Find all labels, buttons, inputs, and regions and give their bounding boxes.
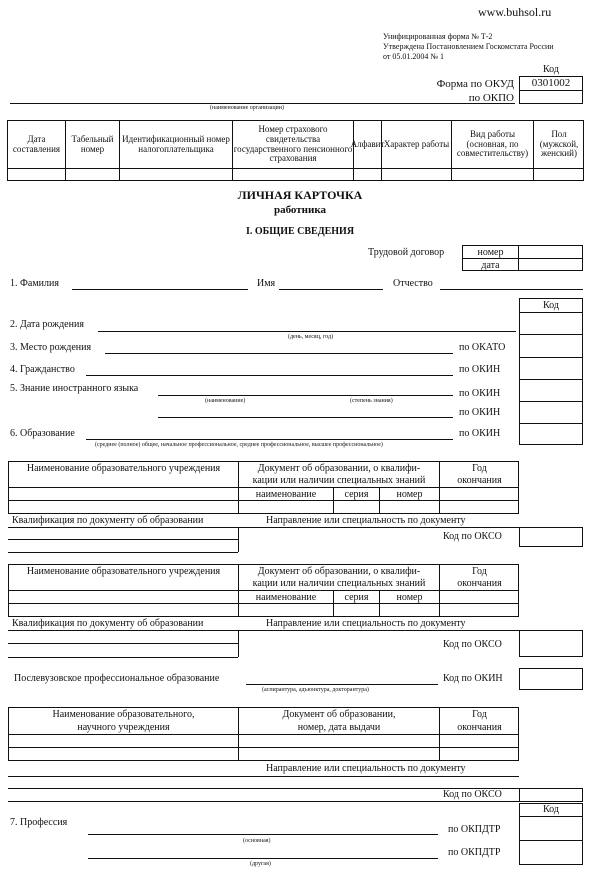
edu1-doc-series: серия: [344, 489, 369, 500]
education-label: 6. Образование: [10, 428, 75, 439]
patronymic-label: Отчество: [393, 278, 433, 289]
edu2-okso-label: Код по ОКСО: [443, 639, 502, 650]
edu1-document-header-1: Документ об образовании, о квалифи-: [257, 462, 421, 474]
postgrad-caption: (аспирантура, адъюнктура, докторантура): [262, 687, 369, 693]
pg-specialty-label: Направление или специальность по документу: [266, 763, 466, 774]
okpo-label: по ОКПО: [468, 92, 514, 104]
card-title: ЛИЧНАЯ КАРТОЧКА: [237, 188, 363, 203]
edu1-okso-label: Код по ОКСО: [443, 531, 502, 542]
edu2-qualification-field[interactable]: [8, 643, 238, 644]
kod-header: Код: [543, 63, 559, 75]
approved-line-1: Утверждена Постановлением Госкомстата России: [383, 42, 554, 51]
edu2-okso-box[interactable]: [519, 630, 583, 657]
citizenship-field[interactable]: [86, 375, 453, 376]
edu1-institution-header: Наименование образовательного учреждения: [26, 462, 221, 474]
col-tab-number: Табельный номер: [71, 133, 114, 154]
name-field[interactable]: [279, 289, 383, 290]
edu1-document-header-2: кации или наличии специальных знаний: [252, 474, 426, 486]
education-caption: (среднее (полное) общее, начальное профессиональное, среднее профессиональное, высшее профессиональное): [95, 442, 383, 448]
col-sex: Пол (мужской, женский): [539, 128, 579, 159]
profession-main-field[interactable]: [88, 834, 438, 835]
pg-year-header-1: Год: [472, 709, 487, 720]
edu2-institution-header: Наименование образовательного учреждения: [26, 565, 221, 577]
language-name-caption: (наименование): [205, 398, 246, 404]
contract-label: Трудовой договор: [368, 247, 445, 258]
col-inn: Идентификационный номер налогоплательщика: [122, 133, 230, 154]
edu1-doc-number: номер: [396, 489, 423, 500]
website-url: www.buhsol.ru: [478, 5, 552, 19]
language-label: 5. Знание иностранного языка: [10, 383, 139, 394]
contract-number-label: номер: [477, 246, 504, 258]
edu1-year-header-1: Год: [472, 462, 487, 474]
col-snils: Номер страхового свидетельства государственного пенсионного страхования: [233, 123, 353, 164]
org-name-line[interactable]: [10, 103, 515, 104]
edu2-year-header-2: окончания: [457, 577, 502, 589]
card-subtitle: работника: [273, 204, 327, 217]
profession-label: 7. Профессия: [10, 817, 68, 828]
edu1-qualification-field[interactable]: [8, 539, 238, 540]
language-field[interactable]: [158, 395, 453, 396]
patronymic-field[interactable]: [440, 289, 583, 290]
col-date: Дата составления: [12, 133, 61, 154]
okud-value[interactable]: 0301002: [531, 76, 571, 89]
postgrad-field[interactable]: [246, 684, 438, 685]
section-title: I. ОБЩИЕ СВЕДЕНИЯ: [245, 226, 355, 237]
birth-place-label: 3. Место рождения: [10, 342, 92, 353]
okpdtr-label-2: по ОКПДТР: [448, 847, 501, 858]
okin-label-3: по ОКИН: [459, 407, 501, 418]
profession-main-caption: (основная): [243, 838, 271, 844]
unified-form-line: Унифицированная форма № Т-2: [383, 32, 493, 41]
edu2-qualification-label: Квалификация по документу об образовании: [12, 618, 204, 629]
surname-label: 1. Фамилия: [10, 278, 59, 289]
profession-other-field[interactable]: [88, 858, 438, 859]
col-alphabet: Алфавит: [350, 138, 385, 149]
approved-line-2: от 05.01.2004 № 1: [383, 52, 445, 61]
language-field-2[interactable]: [158, 417, 453, 418]
postgrad-okin-label: Код по ОКИН: [443, 673, 503, 684]
col-work-type: Вид работы (основная, по совместительству): [456, 128, 529, 159]
pg-data-row-1[interactable]: [8, 734, 519, 748]
edu1-year-header-2: окончания: [457, 474, 502, 486]
birth-place-field[interactable]: [105, 353, 453, 354]
edu1-data-row[interactable]: [8, 500, 519, 514]
pg-institution-header-1: Наименование образовательного,: [52, 709, 195, 720]
birth-date-field[interactable]: [98, 331, 516, 332]
contract-date-label: дата: [481, 259, 500, 271]
okin-label-4: по ОКИН: [459, 428, 501, 439]
surname-field[interactable]: [72, 289, 248, 290]
pg-document-header-2: номер, дата выдачи: [297, 722, 381, 733]
name-label: Имя: [257, 278, 276, 289]
pg-okso-box[interactable]: [519, 788, 583, 802]
postgrad-label: Послевузовское профессиональное образование: [14, 673, 220, 684]
edu2-specialty-label: Направление или специальность по документу: [266, 618, 466, 629]
language-level-caption: (степень знания): [350, 398, 393, 404]
kod-column-header: Код: [543, 299, 559, 311]
pg-data-row-2[interactable]: [8, 747, 519, 761]
postgrad-okin-box[interactable]: [519, 668, 583, 690]
edu1-qualification-label: Квалификация по документу об образовании: [12, 515, 204, 526]
birth-date-caption: (день, месяц, год): [288, 334, 334, 340]
profession-other-caption: (другая): [250, 861, 271, 867]
pg-okso-label: Код по ОКСО: [443, 789, 502, 800]
col-work-character: Характер работы: [383, 138, 450, 149]
pg-document-header-1: Документ об образовании,: [282, 709, 396, 720]
edu1-specialty-label: Направление или специальность по документу: [266, 515, 466, 526]
contract-number-value[interactable]: [519, 246, 582, 258]
okin-label-1: по ОКИН: [459, 364, 501, 375]
edu2-document-header-2: кации или наличии специальных знаний: [252, 577, 426, 589]
okud-label: Форма по ОКУД: [436, 78, 514, 90]
contract-date-value[interactable]: [519, 259, 582, 271]
pg-institution-header-2: научного учреждения: [77, 722, 170, 733]
okato-label: по ОКАТО: [459, 342, 506, 353]
edu2-doc-number: номер: [396, 592, 423, 603]
pg-year-header-2: окончания: [457, 722, 502, 733]
edu2-year-header-1: Год: [472, 565, 487, 577]
okpo-value[interactable]: [519, 90, 583, 104]
education-field[interactable]: [86, 439, 453, 440]
edu1-doc-name: наименование: [255, 489, 317, 500]
profession-kod-box: [519, 803, 583, 865]
okin-label-2: по ОКИН: [459, 388, 501, 399]
okpdtr-label-1: по ОКПДТР: [448, 824, 501, 835]
org-caption: (наименование организации): [210, 105, 284, 111]
profession-kod-header: Код: [543, 804, 559, 815]
edu2-data-row[interactable]: [8, 603, 519, 617]
citizenship-label: 4. Гражданство: [10, 364, 75, 375]
edu1-okso-box[interactable]: [519, 527, 583, 547]
edu2-doc-series: серия: [344, 592, 369, 603]
edu2-doc-name: наименование: [255, 592, 317, 603]
edu2-document-header-1: Документ об образовании, о квалифи-: [257, 565, 421, 577]
birth-date-label: 2. Дата рождения: [10, 319, 84, 330]
